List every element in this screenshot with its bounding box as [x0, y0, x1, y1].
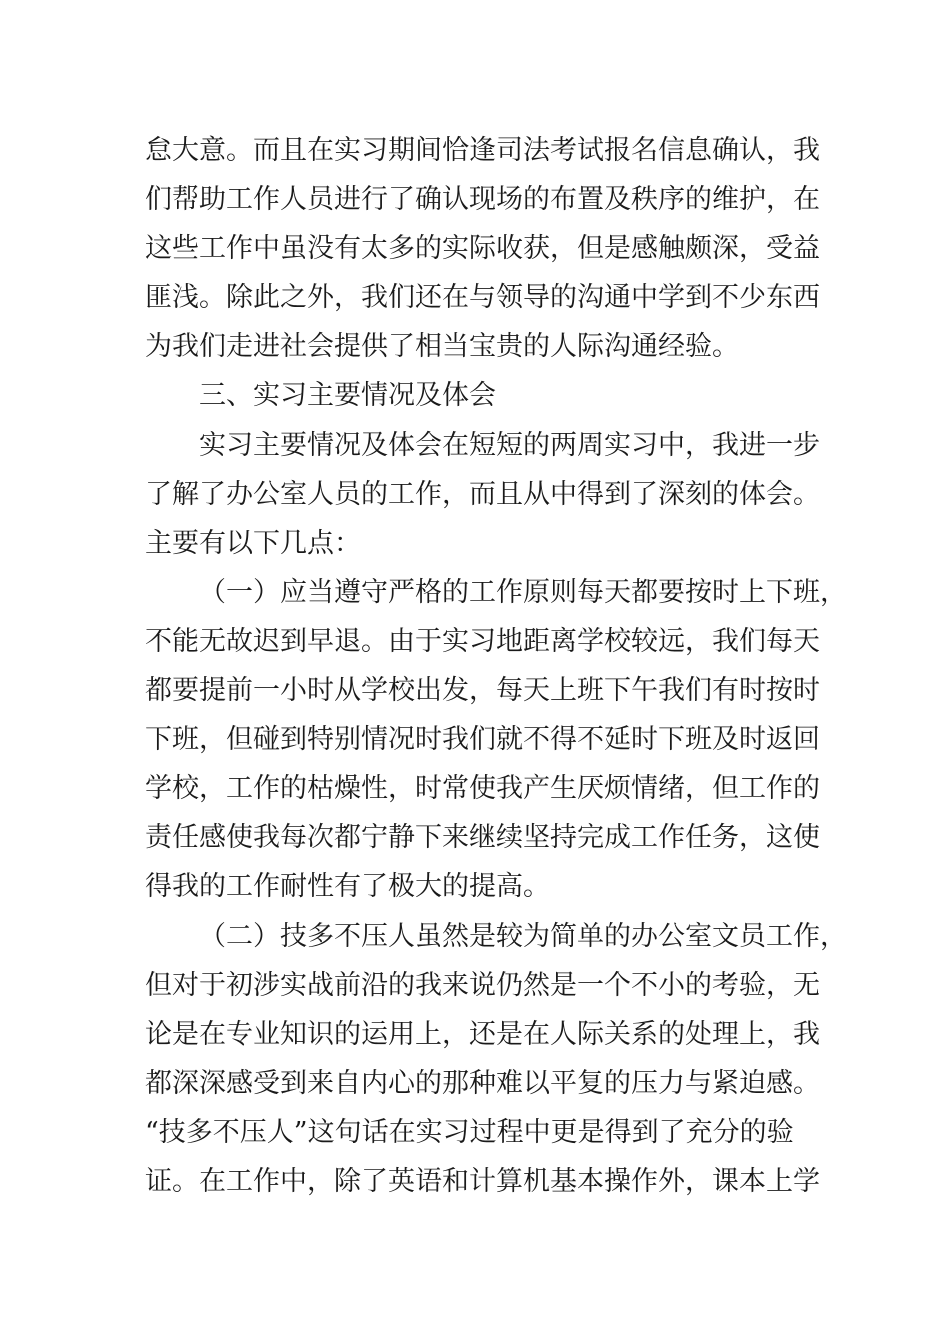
text-line: 都深深感受到来自内心的那种难以平复的压力与紧迫感。 [145, 1067, 820, 1099]
text-line: 为我们走进社会提供了相当宝贵的人际沟通经验。 [145, 331, 739, 363]
text-line: 但对于初涉实战前沿的我来说仍然是一个不小的考验，无 [145, 969, 820, 1001]
text-line: “技多不压人”这句话在实习过程中更是得到了充分的验 [145, 1116, 794, 1148]
text-line: 责任感使我每次都宁静下来继续坚持完成工作任务，这使 [145, 822, 820, 854]
text-line: 得我的工作耐性有了极大的提高。 [145, 871, 550, 903]
text-line: 下班，但碰到特别情况时我们就不得不延时下班及时返回 [145, 724, 820, 756]
text-line: 匪浅。除此之外，我们还在与领导的沟通中学到不少东西 [145, 282, 820, 314]
text-line: 证。在工作中，除了英语和计算机基本操作外，课本上学 [145, 1165, 820, 1197]
text-line: （一）应当遵守严格的工作原则每天都要按时上下班， [199, 576, 847, 608]
text-line: 论是在专业知识的运用上，还是在人际关系的处理上，我 [145, 1018, 820, 1050]
text-line: （二）技多不压人虽然是较为简单的办公室文员工作， [199, 920, 847, 952]
text-line: 们帮助工作人员进行了确认现场的布置及秩序的维护，在 [145, 184, 820, 216]
document-body [145, 126, 847, 1206]
text-line: 都要提前一小时从学校出发，每天上班下午我们有时按时 [145, 675, 820, 707]
text-line: 学校，工作的枯燥性，时常使我产生厌烦情绪，但工作的 [145, 773, 820, 805]
text-line: 这些工作中虽没有太多的实际收获，但是感触颇深，受益 [145, 233, 820, 265]
text-line: 怠大意。而且在实习期间恰逢司法考试报名信息确认，我 [145, 135, 820, 166]
text-line: 了解了办公室人员的工作，而且从中得到了深刻的体会。 [145, 478, 820, 510]
text-line: 实习主要情况及体会在短短的两周实习中，我进一步 [199, 429, 820, 461]
section-heading: 三、实习主要情况及体会 [199, 380, 496, 412]
text-line: 主要有以下几点： [145, 527, 361, 559]
text-line: 不能无故迟到早退。由于实习地距离学校较远，我们每天 [145, 625, 820, 657]
